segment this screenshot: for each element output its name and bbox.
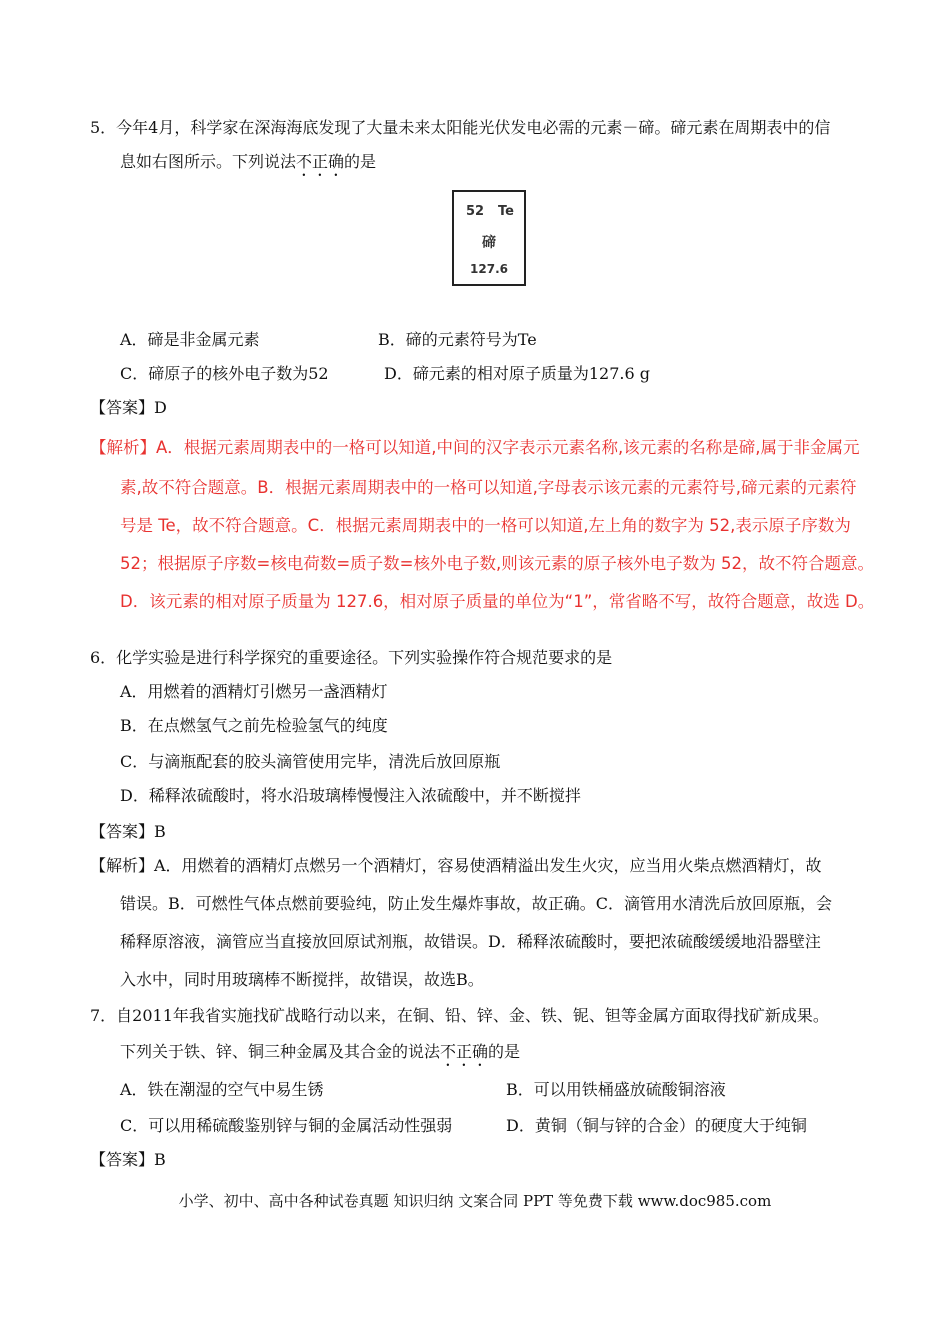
- q5-option-c: C．碲原子的核外电子数为52: [120, 364, 329, 383]
- q5-emphasis: 不正确: [296, 152, 345, 171]
- element-number: 52: [466, 204, 485, 219]
- q7-stem-line2-post: 的是: [488, 1042, 521, 1061]
- q5-analysis-line: 52；根据原子序数=核电荷数=质子数=核外电子数,则该元素的原子核外电子数为 52，故不符合题意。: [120, 554, 874, 573]
- q5-stem-line2-pre: 息如右图所示。下列说法: [120, 152, 297, 171]
- q5-analysis-line: 【解析】A．根据元素周期表中的一格可以知道,中间的汉字表示元素名称,该元素的名称是碲,属于非金属元: [90, 438, 860, 457]
- q5-stem-line2-post: 的是: [344, 152, 377, 171]
- q5-analysis-line: 素,故不符合题意。B．根据元素周期表中的一格可以知道,字母表示该元素的元素符号,碲元素的元素符: [120, 478, 857, 497]
- q6-analysis-line: 【解析】A．用燃着的酒精灯点燃另一个酒精灯，容易使酒精溢出发生火灾，应当用火柴点燃酒精灯，故: [90, 856, 822, 875]
- q7-option-d: D．黄铜（铜与锌的合金）的硬度大于纯铜: [506, 1116, 807, 1135]
- element-card-tellurium: [452, 190, 526, 286]
- q7-stem-line2-pre: 下列关于铁、锌、铜三种金属及其合金的说法: [120, 1042, 441, 1061]
- q5-answer: 【答案】D: [90, 398, 167, 417]
- q7-stem-line2: [120, 1042, 520, 1070]
- q6-option-d: D．稀释浓硫酸时，将水沿玻璃棒慢慢注入浓硫酸中，并不断搅拌: [120, 786, 581, 805]
- q6-analysis-line: 稀释原溶液，滴管应当直接放回原试剂瓶，故错误。D．稀释浓硫酸时，要把浓硫酸缓缓地沿器壁注: [120, 932, 821, 951]
- page-footer: 小学、初中、高中各种试卷真题 知识归纳 文案合同 PPT 等免费下载 www.doc985.com: [178, 1192, 772, 1210]
- q6-stem: 6．化学实验是进行科学探究的重要途径。下列实验操作符合规范要求的是: [90, 648, 613, 667]
- q5-analysis-line: 号是 Te，故不符合题意。C．根据元素周期表中的一格可以知道,左上角的数字为 52,表示原子序数为: [120, 516, 851, 535]
- q5-option-a: A．碲是非金属元素: [120, 330, 260, 349]
- q5-option-d: D．碲元素的相对原子质量为127.6 g: [384, 364, 650, 383]
- q6-analysis-line: 错误。B．可燃性气体点燃前要验纯，防止发生爆炸事故，故正确。C．滴管用水清洗后放回原瓶，会: [120, 894, 833, 913]
- q6-analysis-line: 入水中，同时用玻璃棒不断搅拌，故错误，故选B。: [120, 970, 484, 989]
- q7-stem-line1: 7．自2011年我省实施找矿战略行动以来，在铜、铅、锌、金、铁、铌、钽等金属方面取得找矿新成果。: [90, 1006, 829, 1025]
- element-symbol: Te: [498, 204, 514, 219]
- q7-emphasis: 不正确: [440, 1042, 489, 1061]
- q5-stem-line1: 5．今年4月，科学家在深海海底发现了大量未来太阳能光伏发电必需的元素－碲。碲元素在周期表中的信: [90, 118, 831, 137]
- q6-option-a: A．用燃着的酒精灯引燃另一盏酒精灯: [120, 682, 388, 701]
- q6-option-b: B．在点燃氢气之前先检验氢气的纯度: [120, 716, 388, 735]
- q7-option-c: C．可以用稀硫酸鉴别锌与铜的金属活动性强弱: [120, 1116, 453, 1135]
- element-mass: 127.6: [470, 262, 508, 276]
- q7-answer: 【答案】B: [90, 1150, 166, 1169]
- q5-analysis-line: D．该元素的相对原子质量为 127.6，相对原子质量的单位为“1”，常省略不写，故符合题意，故选 D。: [120, 592, 875, 611]
- q7-option-b: B．可以用铁桶盛放硫酸铜溶液: [506, 1080, 726, 1099]
- q7-option-a: A．铁在潮湿的空气中易生锈: [120, 1080, 324, 1099]
- q6-answer: 【答案】B: [90, 822, 166, 841]
- q6-option-c: C．与滴瓶配套的胶头滴管使用完毕，清洗后放回原瓶: [120, 752, 501, 771]
- element-name: 碲: [482, 235, 496, 251]
- q5-option-b: B．碲的元素符号为Te: [378, 330, 537, 349]
- q5-stem-line2: [120, 152, 376, 180]
